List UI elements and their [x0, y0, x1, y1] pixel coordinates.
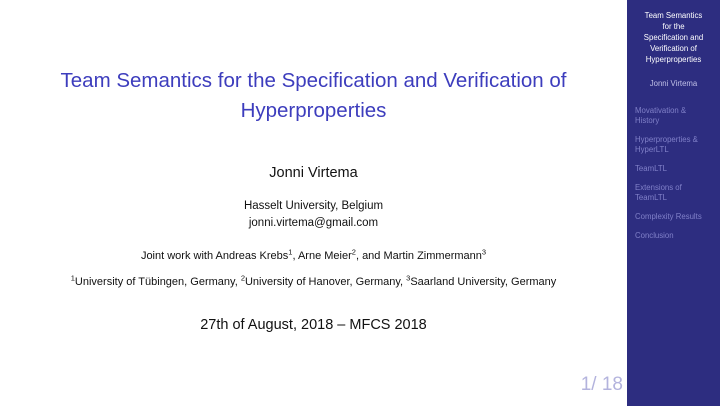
sidebar-item-conclusion[interactable]: [635, 231, 720, 241]
university-1: University of Tübingen, Germany,: [74, 276, 241, 288]
sidebar-title-line: for the: [662, 22, 685, 31]
universities-line: [0, 273, 627, 288]
sidebar-title-line: Team Semantics: [644, 11, 703, 20]
email: jonni.virtema@gmail.com: [248, 217, 379, 229]
sidebar-item-label: Movativation &: [635, 106, 687, 115]
sidebar: [627, 0, 720, 406]
joint-mid-1: , Arne Meier: [292, 250, 352, 262]
sidebar-item-label: Complexity Results: [635, 212, 702, 221]
joint-work-line: [0, 247, 627, 262]
sidebar-title-line: Hyperproperties: [645, 55, 702, 64]
author-name: Jonni Virtema: [269, 165, 358, 181]
sidebar-title: [627, 10, 720, 65]
footnote-mark-3: 3: [481, 247, 487, 257]
university-3: Saarland University, Germany: [410, 276, 557, 288]
sidebar-item-label: TeamLTL: [635, 164, 667, 173]
sidebar-item-teamltl[interactable]: [635, 164, 720, 174]
sidebar-item-label: Conclusion: [635, 231, 674, 240]
slide-title: [0, 66, 627, 126]
joint-prefix: Joint work with Andreas Krebs: [140, 250, 289, 262]
uni-mark-1: 1: [70, 273, 75, 283]
sidebar-item-label: HyperLTL: [635, 145, 669, 154]
affiliation: Hasselt University, Belgium: [243, 200, 384, 212]
footnote-mark-2: 2: [351, 247, 356, 257]
page-number: 1/ 18: [580, 374, 623, 395]
uni-mark-3: 3: [406, 273, 411, 283]
university-2: University of Hanover, Germany,: [244, 276, 407, 288]
sidebar-item-motivation[interactable]: [635, 106, 720, 126]
sidebar-nav: [635, 106, 720, 250]
slide-title-line-2: Hyperproperties: [240, 99, 387, 122]
uni-mark-2: 2: [240, 273, 245, 283]
sidebar-item-hyperproperties[interactable]: [635, 135, 720, 155]
sidebar-author: Jonni Virtema: [649, 79, 698, 88]
joint-mid-2: , and Martin Zimmermann: [355, 250, 482, 262]
slide-title-line-1: Team Semantics for the Specification and Verification of: [60, 69, 567, 92]
sidebar-item-complexity[interactable]: [635, 212, 720, 222]
sidebar-item-label: Extensions of: [635, 183, 682, 192]
sidebar-item-label: History: [635, 116, 660, 125]
sidebar-title-line: Verification of: [650, 44, 697, 53]
affiliation-block: [0, 198, 627, 232]
footnote-mark-1: 1: [288, 247, 293, 257]
presentation-date: 27th of August, 2018 – MFCS 2018: [200, 317, 427, 333]
sidebar-title-line: Specification and: [643, 33, 704, 42]
sidebar-item-label: TeamLTL: [635, 193, 667, 202]
sidebar-item-label: Hyperproperties &: [635, 135, 698, 144]
sidebar-item-extensions[interactable]: [635, 183, 720, 203]
